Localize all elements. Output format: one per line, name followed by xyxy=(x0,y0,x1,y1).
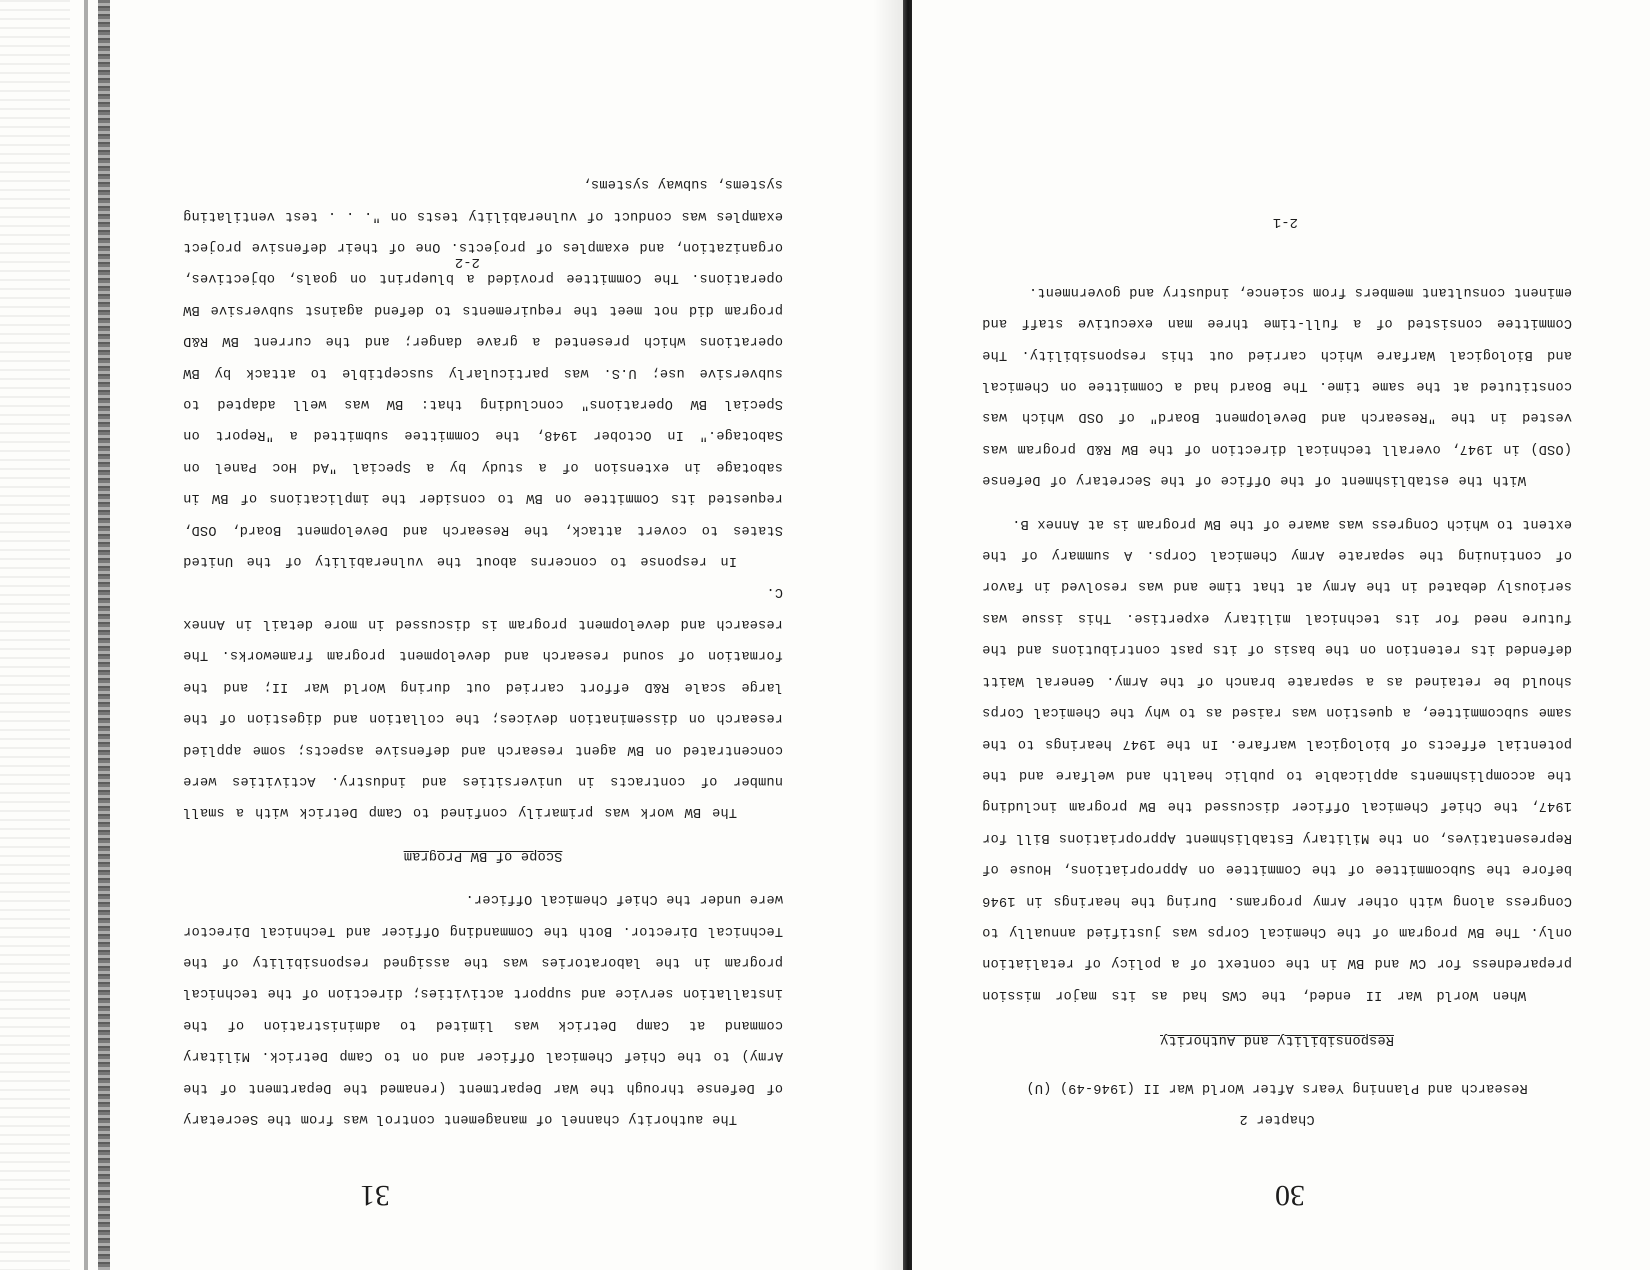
paragraph: With the establishment of the Office of the Secretary of Defense (OSD) in 1947, overall technical direction of the BW R&D program was vested in the "Research and Development Board" of OSD which was constituted at the same time. The Board had a Committee on Chemical and Biological Warfare which carried out this responsibility. The Committee consisted of a full-time three man executive staff and eminent consultant members from science, industry and government. xyxy=(982,283,1572,488)
page-number: 30 xyxy=(1275,1179,1305,1212)
page-31 xyxy=(110,0,875,1270)
page-footer: 2-1 xyxy=(1272,214,1298,230)
page-31-body xyxy=(183,168,783,1134)
section-heading-scope: Scope of BW Program xyxy=(403,847,563,863)
binding-edge xyxy=(0,0,110,1270)
paragraph: In response to concerns about the vulnerability of the United States to covert attack, the Research and Development Board, OSD, requested its Committee on BW to consider the implications of BW in sabotage in extension of a study by a Special "Ad Hoc Panel on Sabotage." In October 1948, the Committee submitted a "Report on Special BW Operations" concluding that: BW was well adapted to subversive use; U.S. was particularly susceptible to attack by BW operations which presented a grave danger; and the current BW R&D program did not meet the requirements to defend against subversive BW operations. The Committee provided a blueprint on goals, objectives, organization, and examples of projects. One of their defensive project examples was conduct of vulnerability tests on ". . . test ventilating systems, subway systems, xyxy=(183,176,783,569)
paragraph: The BW work was primarily confined to Camp Detrick with a small number of contracts in universities and industry. Activities were concentrated on BW agent research and defensive aspects; some applied research on dissemination devices; the collation and digestion of the large scale R&D effort carried out during World War II; and the formation of sound research and development program frameworks. The research and development program is discussed in more detail in Annex C. xyxy=(183,584,783,820)
section-heading-responsibility: Responsibility and Authority xyxy=(1160,1032,1395,1048)
paragraph: When World War II ended, the CWS had as its major mission preparedness for CW and BW in the context of a policy of retaliation only. The BW program of the Chemical Corps was justified annually to Congress along with other Army programs. During the hearings in 1946 before the Subcommittee of the Committee on Appropriations, House of Representatives, on the Military Establishment Appropriations Bill for 1947, the Chief Chemical Officer discussed the BW program including the accomplishments applicable to public health and welfare and the potential effects of biological warfare. In the 1947 hearings to the same subcommittee, a question was raised as to why the Chemical Corps should be retained as a separate branch of the Army. General Waitt defended its retention on the basis of its past contributions and the future need for its technical military expertise. This issue was seriously debated in the Army at that time and was resolved in favor of continuing the separate Army Chemical Corps. A summary of the extent to which Congress was aware of the BW program is at Annex B. xyxy=(982,515,1572,1002)
page-30 xyxy=(920,0,1650,1270)
book-gutter xyxy=(903,0,912,1270)
page-number: 31 xyxy=(360,1179,390,1212)
paragraph: The authority channel of management control was from the Secretary of Defense through the War Department (renamed the Department of the Army) to the Chief Chemical Officer and on to Camp Detrick. Military command at Camp Detrick was limited to administration of the installation service and support activities; direction of the technical program in the laboratories was the assigned responsibility of the Technical Director. Both the Commanding Officer and Technical Director were under the Chief Chemical Officer. xyxy=(183,891,783,1126)
chapter-title: Research and Planning Years After World War II (1946-49) (U) xyxy=(1026,1079,1528,1095)
gutter-shadow xyxy=(873,0,903,1270)
page-30-body xyxy=(982,275,1572,1134)
page-footer: 2-2 xyxy=(454,254,480,270)
chapter-label: Chapter 2 xyxy=(1239,1111,1315,1126)
